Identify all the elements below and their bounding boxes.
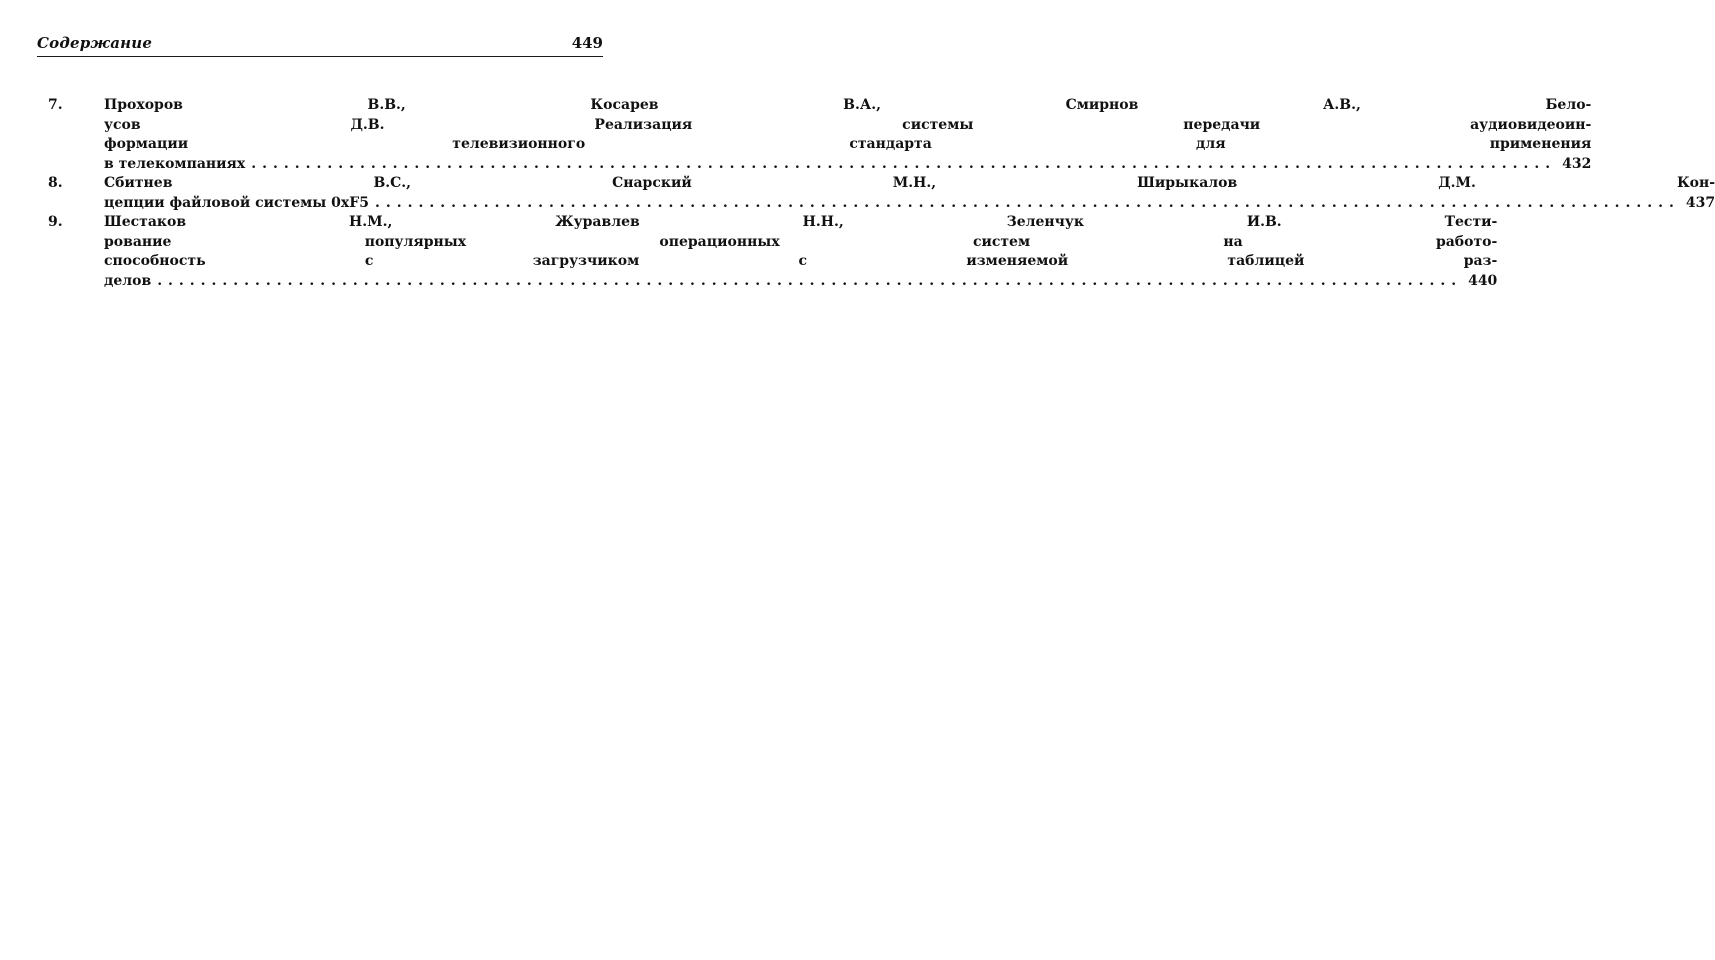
header-title: Содержание xyxy=(37,34,153,52)
dot-leader: ........................................................................................................................ xyxy=(251,155,1557,172)
entry-number: 9. xyxy=(48,214,63,230)
entry-line: усов Д.В. Реализация системы передачи аудиовидеоин- xyxy=(104,116,1592,133)
entry-line: рование популярных операционных систем на работо- xyxy=(104,233,1498,250)
entry-line: цепции файловой системы 0xF5 xyxy=(104,194,369,211)
entry-last-line xyxy=(104,272,1497,292)
entry-line: Сбитнев В.С., Снарский М.Н., Ширыкалов Д.М. Кон- xyxy=(104,175,1715,191)
entry-page-number: 440 xyxy=(1468,272,1498,289)
entry-line: формации телевизионного стандарта для применения xyxy=(104,136,1592,152)
entry-number: 8. xyxy=(48,175,63,191)
header-page-number: 449 xyxy=(571,34,603,52)
entry-page-number: 437 xyxy=(1685,194,1715,211)
entry-number: 7. xyxy=(48,97,63,113)
dot-leader: ........................................................................................................................ xyxy=(157,272,1463,289)
entry-last-line xyxy=(104,155,1591,175)
entry-line: Прохоров В.В., Косарев В.А., Смирнов А.В., Бело- xyxy=(104,97,1592,113)
toc-entry xyxy=(48,96,1592,174)
entry-body xyxy=(104,213,1497,291)
running-header xyxy=(37,34,603,57)
entry-line: в телекомпаниях xyxy=(104,155,246,172)
toc-entry xyxy=(48,213,1498,291)
entry-line: делов xyxy=(104,272,152,289)
toc-entry xyxy=(48,174,1715,213)
entry-page-number: 432 xyxy=(1562,155,1592,172)
table-of-contents xyxy=(48,96,1715,291)
dot-leader: ........................................................................................................................ xyxy=(374,194,1680,211)
entry-line: способность с загрузчиком с изменяемой таблицей раз- xyxy=(104,253,1498,269)
entry-body xyxy=(104,96,1591,174)
entry-last-line xyxy=(104,194,1715,214)
entry-body xyxy=(104,174,1715,213)
entry-line: Шестаков Н.М., Журавлев Н.Н., Зеленчук И.В. Тести- xyxy=(104,214,1498,230)
